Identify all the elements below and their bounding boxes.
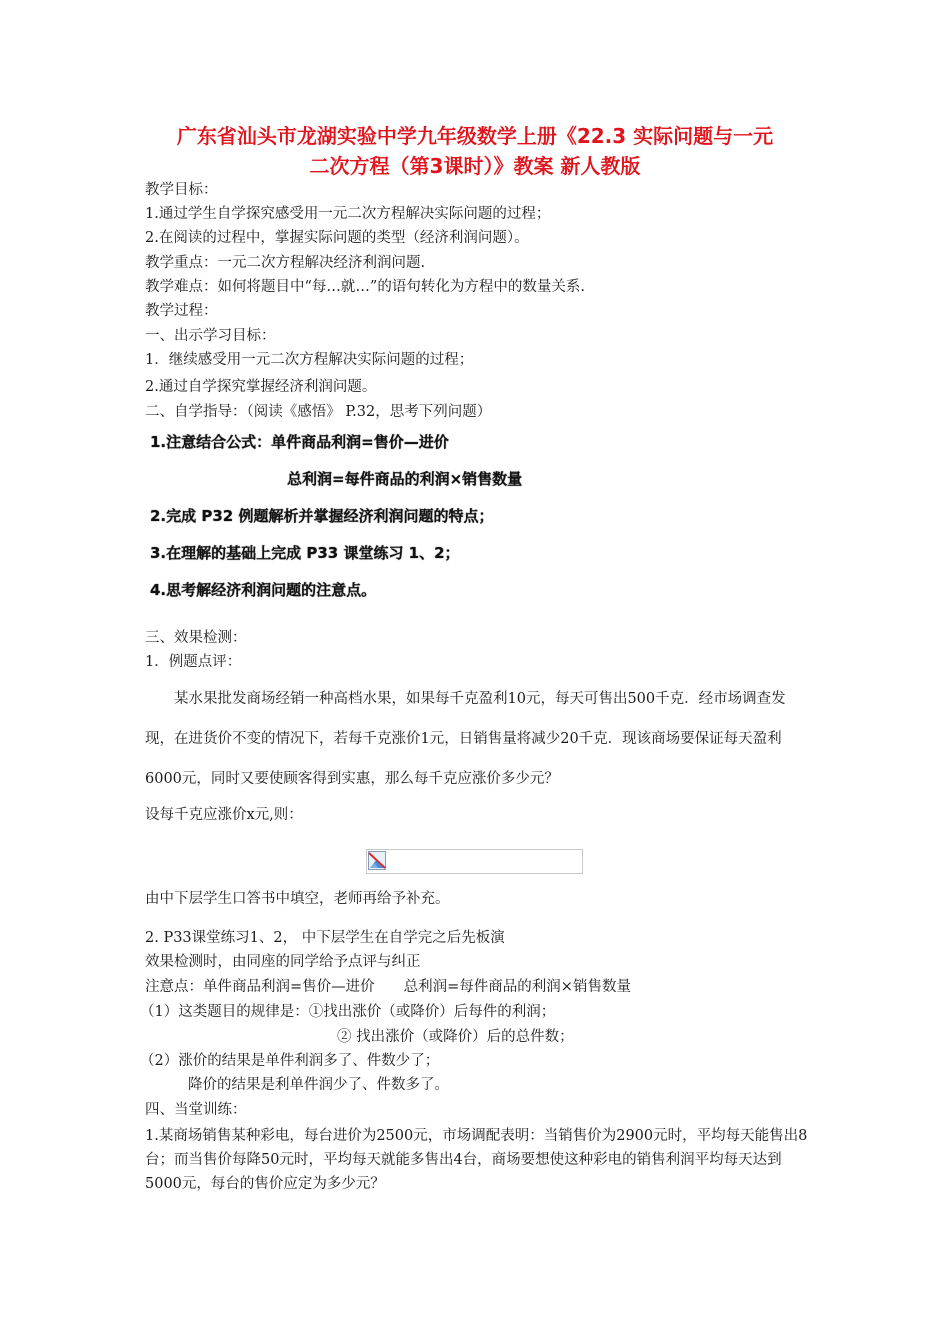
guide-item-1: 1.注意结合公式：单件商品利润=售价—进价 <box>150 433 449 451</box>
section1-heading: 一、出示学习目标： <box>145 328 276 344</box>
difficulty: 教学难点：如何将题目中“每…就…”的语句转化为方程中的数量关系. <box>145 279 585 295</box>
training-problem-1: 1.某商场销售某种彩电，每台进价为2500元，市场调配表明：当销售价为2900元时，平均每天能售出8台；而当售价每降50元时，平均每天就能多售出4台，商场要想使这种彩电的销售利润平均每天达到5000元，每台的售价应定为多少元？ <box>145 1128 808 1192</box>
guide-item-3: 3.在理解的基础上完成 P33 课堂练习 1、2； <box>150 544 460 562</box>
broken-image-icon <box>368 851 386 870</box>
section4-heading: 四、当堂训练： <box>145 1102 247 1118</box>
document-title-line2: 二次方程（第3课时）》教案 新人教版 <box>309 154 641 178</box>
guide-item-4: 4.思考解经济利润问题的注意点。 <box>150 581 377 599</box>
guide-item-2: 2.完成 P32 例题解析并掌握经济利润问题的特点； <box>150 507 494 525</box>
objective-item-2: 2.在阅读的过程中，掌握实际问题的类型（经济利润问题）。 <box>145 230 529 246</box>
example-review-label: 1．例题点评： <box>145 654 242 670</box>
rule-2b: 降价的结果是利单件润少了、件数多了。 <box>188 1077 449 1093</box>
check-note: 效果检测时，由同座的同学给予点评与纠正 <box>145 954 421 970</box>
attention-note: 注意点：单件商品利润=售价—进价 总利润=每件商品的利润×销售数量 <box>145 979 631 995</box>
key-point: 教学重点：一元二次方程解决经济利润问题. <box>145 255 426 271</box>
process-heading: 教学过程： <box>145 303 218 319</box>
formula-image-placeholder <box>366 849 583 874</box>
objective-item-1: 1.通过学生自学探究感受用一元二次方程解决实际问题的过程； <box>145 206 551 222</box>
section3-heading: 三、效果检测： <box>145 630 247 646</box>
section1-item-2: 2.通过自学探究掌握经济利润问题。 <box>145 379 377 395</box>
example-setup: 设每千克应涨价x元,则： <box>145 807 303 823</box>
exercise-label: 2. P33课堂练习1、2， 中下层学生在自学完之后先板演 <box>145 930 505 946</box>
section2-heading: 二、自学指导：（阅读《感悟》 P.32，思考下列问题） <box>145 404 492 420</box>
section1-item-1: 1．继续感受用一元二次方程解决实际问题的过程； <box>145 352 474 368</box>
objectives-heading: 教学目标： <box>145 182 218 198</box>
rule-1: （1）这类题目的规律是：①找出涨价（或降价）后每件的利润； <box>140 1004 556 1020</box>
guide-item-1-formula: 总利润=每件商品的利润×销售数量 <box>287 470 523 488</box>
after-image-note: 由中下层学生口答书中填空，老师再给予补充。 <box>145 891 450 907</box>
example-problem: 某水果批发商场经销一种高档水果，如果每千克盈利10元，每天可售出500千克．经市场调查发现，在进货价不变的情况下，若每千克涨价1元，日销售量将减少20千克．现该商场要保证每天盈利6000元，同时又要使顾客得到实惠，那么每千克应涨价多少元？ <box>145 691 786 787</box>
rule-2: （2）涨价的结果是单件利润多了、件数少了； <box>140 1053 440 1069</box>
document-title-line1: 广东省汕头市龙湖实验中学九年级数学上册《22.3 实际问题与一元 <box>176 124 774 148</box>
rule-1b: ② 找出涨价（或降价）后的总件数； <box>337 1029 574 1045</box>
